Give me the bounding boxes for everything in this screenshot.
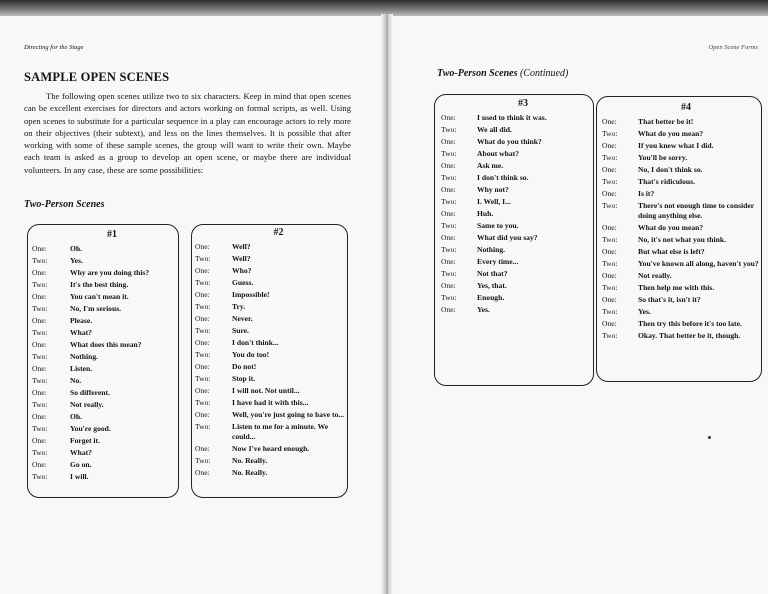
speaker-label: Two: — [602, 234, 618, 244]
dialogue-line — [28, 423, 178, 435]
speaker-label: One: — [441, 233, 456, 242]
speaker-label: Two: — [32, 376, 48, 385]
speaker-label: One: — [602, 294, 617, 304]
speaker-label: One: — [32, 268, 47, 277]
dialogue-line — [597, 140, 761, 152]
speaker-label: One: — [195, 443, 210, 453]
speaker-label: One: — [195, 338, 210, 347]
speaker-label: One: — [195, 266, 210, 275]
speaker-label: Two: — [32, 400, 48, 409]
dialogue-text: Every time... — [477, 257, 519, 266]
dialogue-text: Yes. — [477, 305, 490, 314]
dialogue-line — [192, 265, 347, 277]
dialogue-text: You can't mean it. — [70, 292, 129, 301]
dialogue-text: Who? — [232, 266, 252, 275]
dialogue-text: Nothing. — [70, 352, 99, 361]
speaker-label: Two: — [602, 177, 618, 186]
speaker-label: Two: — [32, 352, 48, 361]
dialogue-line — [597, 152, 761, 164]
dialogue-line — [435, 172, 593, 184]
speaker-label: One: — [602, 141, 617, 150]
speaker-label: Two: — [32, 304, 48, 313]
dialogue-text: So that's it, isn't it? — [638, 294, 701, 304]
scene-number: #4 — [681, 102, 691, 113]
dialogue-line — [28, 471, 178, 483]
dialogue-line — [192, 361, 347, 373]
speaker-label: One: — [602, 117, 617, 126]
dialogue-text: It's the best thing. — [70, 280, 129, 289]
dialogue-text: If you knew what I did. — [638, 141, 714, 150]
speaker-label: Two: — [195, 455, 211, 465]
dialogue-text: Not really. — [70, 400, 104, 409]
dialogue-text: Never. — [232, 314, 253, 323]
dialogue-text: No, I'm serious. — [70, 304, 122, 313]
dialogue-text: Yes. — [70, 256, 83, 265]
dialogue-line — [192, 337, 347, 349]
dialogue-line — [28, 447, 178, 459]
speaker-label: One: — [195, 386, 210, 395]
dialogue-text: Why are you doing this? — [70, 268, 150, 277]
speaker-label: One: — [441, 305, 456, 314]
dialogue-text: I will. — [70, 472, 89, 481]
dialogue-text: Ask me. — [477, 161, 504, 170]
dialogue-text: Go on. — [70, 460, 92, 469]
speaker-label: Two: — [602, 129, 618, 138]
dialogue-line — [28, 435, 178, 447]
speaker-label: One: — [602, 222, 617, 232]
dialogue-text: But what else is left? — [638, 246, 705, 256]
dialogue-text: Is it? — [638, 189, 655, 198]
dialogue-text: Yes. — [638, 306, 651, 316]
dialogue-text: Not really. — [638, 270, 672, 280]
dialogue-line — [597, 270, 761, 282]
dialogue-line — [597, 222, 761, 234]
dialogue-line — [597, 318, 761, 330]
dialogue-text: Why not? — [477, 185, 509, 194]
dialogue-line — [597, 246, 761, 258]
dialogue-line — [28, 375, 178, 387]
speaker-label: Two: — [32, 280, 48, 289]
dialogue-line — [192, 467, 347, 479]
speaker-label: Two: — [32, 472, 48, 481]
speaker-label: One: — [32, 436, 47, 445]
speaker-label: Two: — [32, 424, 48, 433]
dialogue-line — [28, 315, 178, 327]
speaker-label: Two: — [195, 374, 211, 383]
dialogue-line — [435, 112, 593, 124]
scene-number: #1 — [107, 229, 117, 240]
dialogue-line — [192, 409, 347, 421]
dialogue-text: Not that? — [477, 269, 508, 278]
dialogue-line — [597, 306, 761, 318]
speaker-label: One: — [32, 340, 47, 349]
dialogue-text: No. Really. — [232, 455, 268, 465]
speaker-label: One: — [195, 290, 210, 299]
dialogue-line — [28, 351, 178, 363]
dialogue-line — [192, 277, 347, 289]
dialogue-text: Okay. That better be it, though. — [638, 330, 741, 340]
dialogue-text: I will not. Not until... — [232, 386, 300, 395]
dialogue-text: Forget it. — [70, 436, 100, 445]
dialogue-text: We all did. — [477, 125, 512, 134]
speaker-label: Two: — [195, 422, 211, 431]
speaker-label: Two: — [32, 448, 48, 457]
section-heading-right-suffix: (Continued) — [519, 68, 569, 79]
speaker-label: One: — [602, 189, 617, 198]
dialogue-text: Impossible! — [232, 290, 270, 299]
dialogue-line — [192, 349, 347, 361]
dialogue-text: What do you think? — [477, 137, 542, 146]
speaker-label: Two: — [441, 293, 457, 302]
dialogue-text: No, I don't think so. — [638, 165, 703, 174]
speaker-label: One: — [441, 113, 456, 122]
speaker-label: Two: — [195, 254, 211, 263]
speaker-label: Two: — [602, 330, 618, 340]
dialogue-line — [192, 325, 347, 337]
speaker-label: One: — [32, 292, 47, 301]
dialogue-text: There's not enough time to consider doing anything else. — [638, 201, 754, 220]
speaker-label: One: — [32, 244, 47, 253]
scene-box-2 — [191, 224, 348, 498]
dialogue-line — [192, 455, 347, 467]
dialogue-line — [435, 268, 593, 280]
dialogue-text: I have had it with this... — [232, 398, 309, 407]
dialogue-text: No, it's not what you think. — [638, 234, 726, 244]
dialogue-line — [192, 289, 347, 301]
dialogue-text: About what? — [477, 149, 519, 158]
speaker-label: Two: — [602, 153, 618, 162]
dialogue-text: Sure. — [232, 326, 249, 335]
dialogue-line — [435, 208, 593, 220]
dialogue-text: Well? — [232, 242, 251, 251]
dialogue-text: Yes, that. — [477, 281, 507, 290]
dialogue-line — [28, 411, 178, 423]
dialogue-text: Now I've heard enough. — [232, 443, 310, 453]
speaker-label: Two: — [602, 201, 618, 210]
dialogue-line — [597, 116, 761, 128]
speaker-label: One: — [32, 364, 47, 373]
dialogue-text: Well? — [232, 254, 251, 263]
dialogue-text: You'll be sorry. — [638, 153, 688, 162]
speaker-label: Two: — [441, 149, 457, 158]
dialogue-line — [597, 128, 761, 140]
dialogue-text: What do you mean? — [638, 129, 704, 138]
scan-speck — [708, 436, 711, 439]
dialogue-line — [28, 459, 178, 471]
dialogue-line — [435, 148, 593, 160]
scene-box-4 — [596, 96, 762, 382]
dialogue-text: You've known all along, haven't you? — [638, 258, 759, 268]
dialogue-line — [435, 124, 593, 136]
speaker-label: Two: — [602, 282, 618, 292]
running-head-left: Directing for the Stage — [24, 44, 84, 51]
dialogue-line — [435, 232, 593, 244]
dialogue-text: Oh. — [70, 412, 83, 421]
speaker-label: Two: — [602, 258, 618, 268]
speaker-label: Two: — [441, 173, 457, 182]
dialogue-line — [192, 397, 347, 409]
dialogue-line — [28, 387, 178, 399]
dialogue-text: No. Really. — [232, 467, 268, 477]
speaker-label: One: — [32, 460, 47, 469]
intro-paragraph: The following open scenes utilize two to six characters. Keep in mind that open scenes can be excellent exercises for directors and actors working on formal scripts, as well. Using open scenes to substitute for a particular sequence in a play can encourage actors to rely more on their objectives (their subtext), and less on the lines themselves. It is possible that after working with some of these sample scenes, the group will want to write their own. Maybe each team is asked as a group to develop an open scene, or maybe there are individual volunteers. In any case, these are some possibilities: — [24, 91, 351, 175]
dialogue-text: You're good. — [70, 424, 111, 433]
speaker-label: Two: — [441, 269, 457, 278]
speaker-label: Two: — [195, 398, 211, 407]
dialogue-line — [28, 267, 178, 279]
speaker-label: Two: — [441, 197, 457, 206]
dialogue-line — [28, 399, 178, 411]
dialogue-text: Then try this before it's too late. — [638, 318, 742, 328]
dialogue-text: I don't think so. — [477, 173, 529, 182]
section-heading-right — [437, 68, 568, 79]
dialogue-line — [192, 313, 347, 325]
speaker-label: One: — [441, 281, 456, 290]
running-head-right: Open Scene Forms — [708, 44, 758, 51]
dialogue-text: I used to think it was. — [477, 113, 547, 122]
dialogue-text: Oh. — [70, 244, 83, 253]
dialogue-text: Listen. — [70, 364, 93, 373]
speaker-label: Two: — [602, 306, 618, 316]
speaker-label: One: — [441, 209, 456, 218]
dialogue-line — [435, 220, 593, 232]
dialogue-text: No. — [70, 376, 82, 385]
dialogue-line — [435, 256, 593, 268]
dialogue-text: What do you mean? — [638, 222, 704, 232]
dialogue-text: Listen to me for a minute. We could... — [232, 422, 329, 441]
speaker-label: One: — [441, 161, 456, 170]
dialogue-line — [597, 200, 761, 222]
scene-number: #3 — [518, 98, 528, 109]
dialogue-line — [28, 363, 178, 375]
speaker-label: Two: — [195, 278, 211, 287]
dialogue-line — [435, 196, 593, 208]
speaker-label: Two: — [441, 125, 457, 134]
speaker-label: Two: — [32, 328, 48, 337]
dialogue-text: Enough. — [477, 293, 505, 302]
speaker-label: One: — [195, 362, 210, 371]
dialogue-line — [192, 253, 347, 265]
scene-box-1 — [27, 224, 179, 498]
dialogue-text: So different. — [70, 388, 110, 397]
dialogue-line — [192, 443, 347, 455]
speaker-label: One: — [195, 410, 210, 419]
speaker-label: Two: — [195, 326, 211, 335]
dialogue-line — [28, 339, 178, 351]
scene-number: #2 — [273, 227, 284, 238]
dialogue-text: Try. — [232, 302, 246, 311]
dialogue-text: Do not! — [232, 362, 257, 371]
dialogue-text: That's ridiculous. — [638, 177, 695, 186]
dialogue-text: Please. — [70, 316, 93, 325]
dialogue-text: What does this mean? — [70, 340, 142, 349]
speaker-label: One: — [602, 246, 617, 256]
dialogue-line — [28, 255, 178, 267]
dialogue-line — [28, 303, 178, 315]
dialogue-line — [192, 385, 347, 397]
dialogue-line — [597, 234, 761, 246]
dialogue-line — [597, 282, 761, 294]
dialogue-text: Huh. — [477, 209, 494, 218]
dialogue-text: Same to you. — [477, 221, 519, 230]
dialogue-line — [597, 294, 761, 306]
speaker-label: One: — [602, 270, 617, 280]
speaker-label: One: — [441, 137, 456, 146]
dialogue-text: Stop it. — [232, 374, 256, 383]
speaker-label: One: — [441, 257, 456, 266]
dialogue-line — [597, 188, 761, 200]
speaker-label: One: — [602, 165, 617, 174]
scene-box-3 — [434, 94, 594, 386]
dialogue-line — [28, 243, 178, 255]
speaker-label: Two: — [195, 350, 211, 359]
dialogue-line — [597, 164, 761, 176]
dialogue-text: What? — [70, 328, 92, 337]
speaker-label: One: — [32, 412, 47, 421]
dialogue-line — [435, 280, 593, 292]
dialogue-line — [597, 258, 761, 270]
speaker-label: One: — [32, 388, 47, 397]
speaker-label: Two: — [32, 256, 48, 265]
section-heading-left: Two-Person Scenes — [24, 199, 105, 210]
speaker-label: Two: — [441, 245, 457, 254]
dialogue-line — [28, 279, 178, 291]
dialogue-line — [435, 292, 593, 304]
dialogue-line — [435, 136, 593, 148]
dialogue-line — [435, 304, 593, 316]
section-heading-right-main: Two-Person Scenes — [437, 68, 518, 79]
dialogue-line — [597, 176, 761, 188]
dialogue-text: Guess. — [232, 278, 254, 287]
dialogue-text: Well, you're just going to have to... — [232, 410, 345, 419]
speaker-label: One: — [441, 185, 456, 194]
dialogue-line — [192, 301, 347, 313]
dialogue-text: I don't think... — [232, 338, 279, 347]
dialogue-text: I. Well, I... — [477, 197, 511, 206]
dialogue-line — [597, 330, 761, 342]
speaker-label: One: — [602, 318, 617, 328]
dialogue-text: You do too! — [232, 350, 270, 359]
dialogue-text: Nothing. — [477, 245, 506, 254]
dialogue-line — [28, 291, 178, 303]
dialogue-text: Then help me with this. — [638, 282, 715, 292]
dialogue-line — [192, 421, 347, 443]
dialogue-line — [435, 160, 593, 172]
page-title: SAMPLE OPEN SCENES — [24, 70, 170, 84]
speaker-label: Two: — [441, 221, 457, 230]
dialogue-text: What did you say? — [477, 233, 538, 242]
speaker-label: Two: — [195, 302, 211, 311]
dialogue-line — [435, 244, 593, 256]
speaker-label: One: — [195, 242, 210, 251]
dialogue-line — [28, 327, 178, 339]
dialogue-line — [435, 184, 593, 196]
dialogue-text: What? — [70, 448, 92, 457]
speaker-label: One: — [195, 467, 210, 477]
dialogue-line — [192, 373, 347, 385]
book-gutter — [381, 14, 393, 594]
dialogue-text: That better be it! — [638, 117, 694, 126]
speaker-label: One: — [195, 314, 210, 323]
dialogue-line — [192, 241, 347, 253]
speaker-label: One: — [32, 316, 47, 325]
